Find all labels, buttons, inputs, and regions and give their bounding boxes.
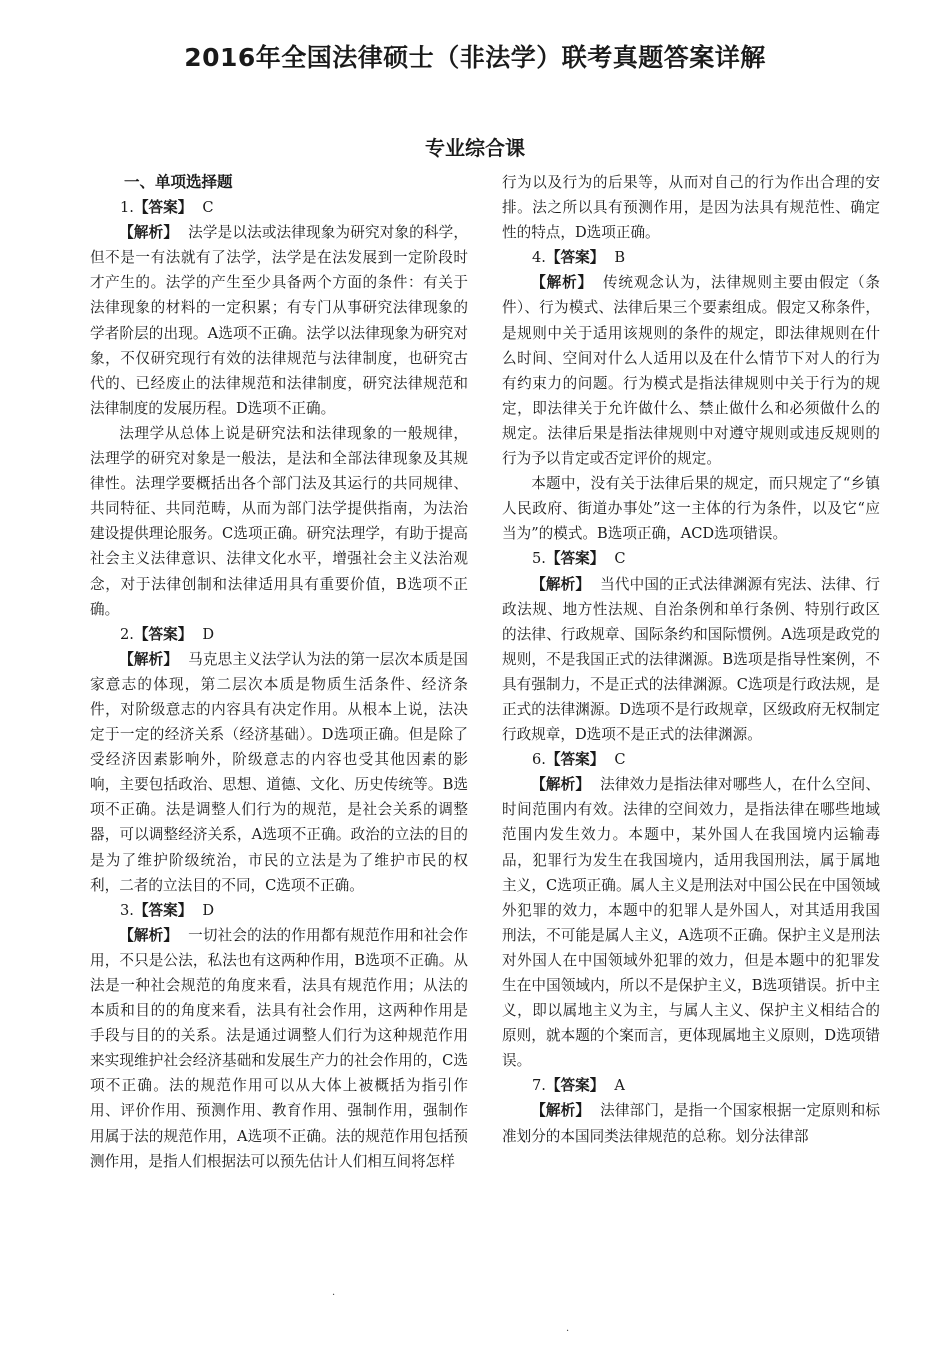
scan-speck: · xyxy=(566,1326,570,1337)
answer-letter: C xyxy=(202,199,214,217)
analysis-text: 一切社会的法的作用都有规范作用和社会作用，不只是公法，私法也有这两种作用，B选项不正确。从法是一种社会规范的角度来看，法具有规范作用；从法的本质和目的的角度来看，法具有社会作用，这两种作用是手段与目的的关系。法是通过调整人们行为这种规范作用来实现维护社会经济基础和发展生产力的社会作用的，C选项不正确。法的规范作用可以从大体上被概括为指引作用、评价作用、预测作用、教育作用、强制作用，强制作用属于法的规范作用，A选项不正确。法的规范作用包括预测作用，是指人们根据法可以预先估计人们相互间将怎样 xyxy=(90,926,468,1170)
question-1-answer-line xyxy=(90,195,468,220)
answer-tag: 【答案】 xyxy=(545,751,605,769)
answer-tag: 【答案】 xyxy=(545,1077,605,1095)
question-3-answer-line xyxy=(90,898,468,923)
answer-letter: B xyxy=(614,249,626,267)
question-number: 4. xyxy=(532,249,546,267)
document-subtitle: 专业综合课 xyxy=(425,136,525,160)
analysis-tag: 【解析】 xyxy=(119,926,179,944)
answer-letter: A xyxy=(614,1077,625,1095)
analysis-text: 法律效力是指法律对哪些人，在什么空间、时间范围内有效。法律的空间效力，是指法律在哪些地域范围内发生效力。本题中，某外国人在我国境内运输毒品，犯罪行为发生在我国境内，适用我国刑法，属于属地主义，C选项正确。属人主义是刑法对中国公民在中国领域外犯罪的效力，本题中的犯罪人是外国人，对其适用我国刑法，不可能是属人主义，A选项不正确。保护主义是刑法对外国人在中国领域外犯罪的效力，但是本题中的犯罪发生在中国领域内，所以不是保护主义，B选项错误。折中主义，即以属地主义为主，与属人主义、保护主义相结合的原则，就本题的个案而言，更体现属地主义原则，D选项错误。 xyxy=(502,776,880,1070)
left-column xyxy=(90,170,468,1174)
answer-letter: D xyxy=(202,901,215,919)
scan-speck: · xyxy=(332,1290,336,1301)
question-7-analysis xyxy=(502,1098,880,1148)
question-6-analysis xyxy=(502,772,880,1073)
question-number: 2. xyxy=(120,625,134,643)
analysis-tag: 【解析】 xyxy=(531,575,591,593)
right-column xyxy=(502,170,880,1149)
question-4-analysis xyxy=(502,270,880,471)
question-number: 3. xyxy=(120,901,134,919)
answer-tag: 【答案】 xyxy=(545,550,605,568)
analysis-tag: 【解析】 xyxy=(531,1102,591,1120)
question-3-analysis xyxy=(90,923,468,1174)
answer-letter: C xyxy=(614,751,626,769)
analysis-tag: 【解析】 xyxy=(531,274,593,292)
question-4-analysis-paragraph-2: 本题中，没有关于法律后果的规定，而只规定了“乡镇人民政府、街道办事处”这一主体的行为条件，以及它“应当为”的模式。B选项正确，ACD选项错误。 xyxy=(502,475,880,543)
question-3-analysis-continued: 行为以及行为的后果等，从而对自己的行为作出合理的安排。法之所以具有预测作用，是因为法具有规范性、确定性的特点，D选项正确。 xyxy=(502,174,880,242)
section-heading: 一、单项选择题 xyxy=(124,173,233,191)
analysis-tag: 【解析】 xyxy=(531,776,591,794)
answer-letter: D xyxy=(202,625,215,643)
analysis-text: 法学是以法或法律现象为研究对象的科学，但不是一有法就有了法学，法学是在法发展到一定阶段时才产生的。法学的产生至少具备两个方面的条件：有关于法律现象的材料的一定积累；有专门从事研究法律现象的学者阶层的出现。A选项不正确。法学以法律现象为研究对象，不仅研究现行有效的法律规范与法律制度，也研究古代的、已经废止的法律规范和法律制度，研究法律规范和法律制度的发展历程。D选项不正确。 xyxy=(90,224,468,417)
question-1-analysis-paragraph-2: 法理学从总体上说是研究法和法律现象的一般规律，法理学的研究对象是一般法，是法和全部法律现象及其规律性。法理学要概括出各个部门法及其运行的共同规律、共同特征、共同范畴，从而为部门法学提供指南，为法治建设提供理论服务。C选项正确。研究法理学，有助于提高社会主义法律意识、法律文化水平，增强社会主义法治观念，对于法律创制和法律适用具有重要价值，B选项不正确。 xyxy=(90,424,468,618)
answer-tag: 【答案】 xyxy=(545,249,605,267)
question-2-answer-line xyxy=(90,622,468,647)
analysis-tag: 【解析】 xyxy=(119,224,179,242)
question-4-answer-line xyxy=(502,245,880,270)
question-7-answer-line xyxy=(502,1073,880,1098)
analysis-text: 马克思主义法学认为法的第一层次本质是国家意志的体现，第二层次本质是物质生活条件、经济条件，对阶级意志的内容具有决定作用。从根本上说，法决定于一定的经济关系（经济基础）。D选项正确。但是除了受经济因素影响外，阶级意志的内容也受其他因素的影响，主要包括政治、思想、道德、文化、历史传统等。B选项不正确。法是调整人们行为的规范，是社会关系的调整器，可以调整经济关系，A选项不正确。政治的立法的目的是为了维护阶级统治，市民的立法是为了维护市民的权利，二者的立法目的不同，C选项不正确。 xyxy=(90,650,468,894)
question-2-analysis xyxy=(90,647,468,898)
answer-tag: 【答案】 xyxy=(133,901,193,919)
question-6-answer-line xyxy=(502,747,880,772)
question-5-analysis xyxy=(502,572,880,748)
question-number: 5. xyxy=(532,550,546,568)
question-number: 7. xyxy=(532,1077,546,1095)
question-5-answer-line xyxy=(502,546,880,571)
analysis-tag: 【解析】 xyxy=(119,650,179,668)
analysis-text: 当代中国的正式法律渊源有宪法、法律、行政法规、地方性法规、自治条例和单行条例、特别行政区的法律、行政规章、国际条约和国际惯例。A选项是政党的规则，不是我国正式的法律渊源。B选项是指导性案例，不具有强制力，不是正式的法律渊源。C选项是行政法规，是正式的法律渊源。D选项不是行政规章，区级政府无权制定行政规章，D选项不是正式的法律渊源。 xyxy=(502,575,880,744)
answer-tag: 【答案】 xyxy=(133,199,193,217)
analysis-text: 法律部门，是指一个国家根据一定原则和标准划分的本国同类法律规范的总称。划分法律部 xyxy=(502,1102,880,1145)
question-number: 1. xyxy=(120,199,134,217)
question-number: 6. xyxy=(532,751,546,769)
question-1-analysis xyxy=(90,220,468,421)
analysis-text: 传统观念认为，法律规则主要由假定（条件）、行为模式、法律后果三个要素组成。假定又称条件，是规则中关于适用该规则的条件的规定，即法律规则在什么时间、空间对什么人适用以及在什么情节下对人的行为有约束力的问题。行为模式是指法律规则中关于行为的规定，即法律关于允许做什么、禁止做什么和必须做什么的规定。法律后果是指法律规则中对遵守规则或违反规则的行为予以肯定或否定评价的规定。 xyxy=(502,274,880,468)
answer-letter: C xyxy=(614,550,626,568)
answer-tag: 【答案】 xyxy=(133,625,193,643)
document-title: 2016年全国法律硕士（非法学）联考真题答案详解 xyxy=(184,43,766,72)
